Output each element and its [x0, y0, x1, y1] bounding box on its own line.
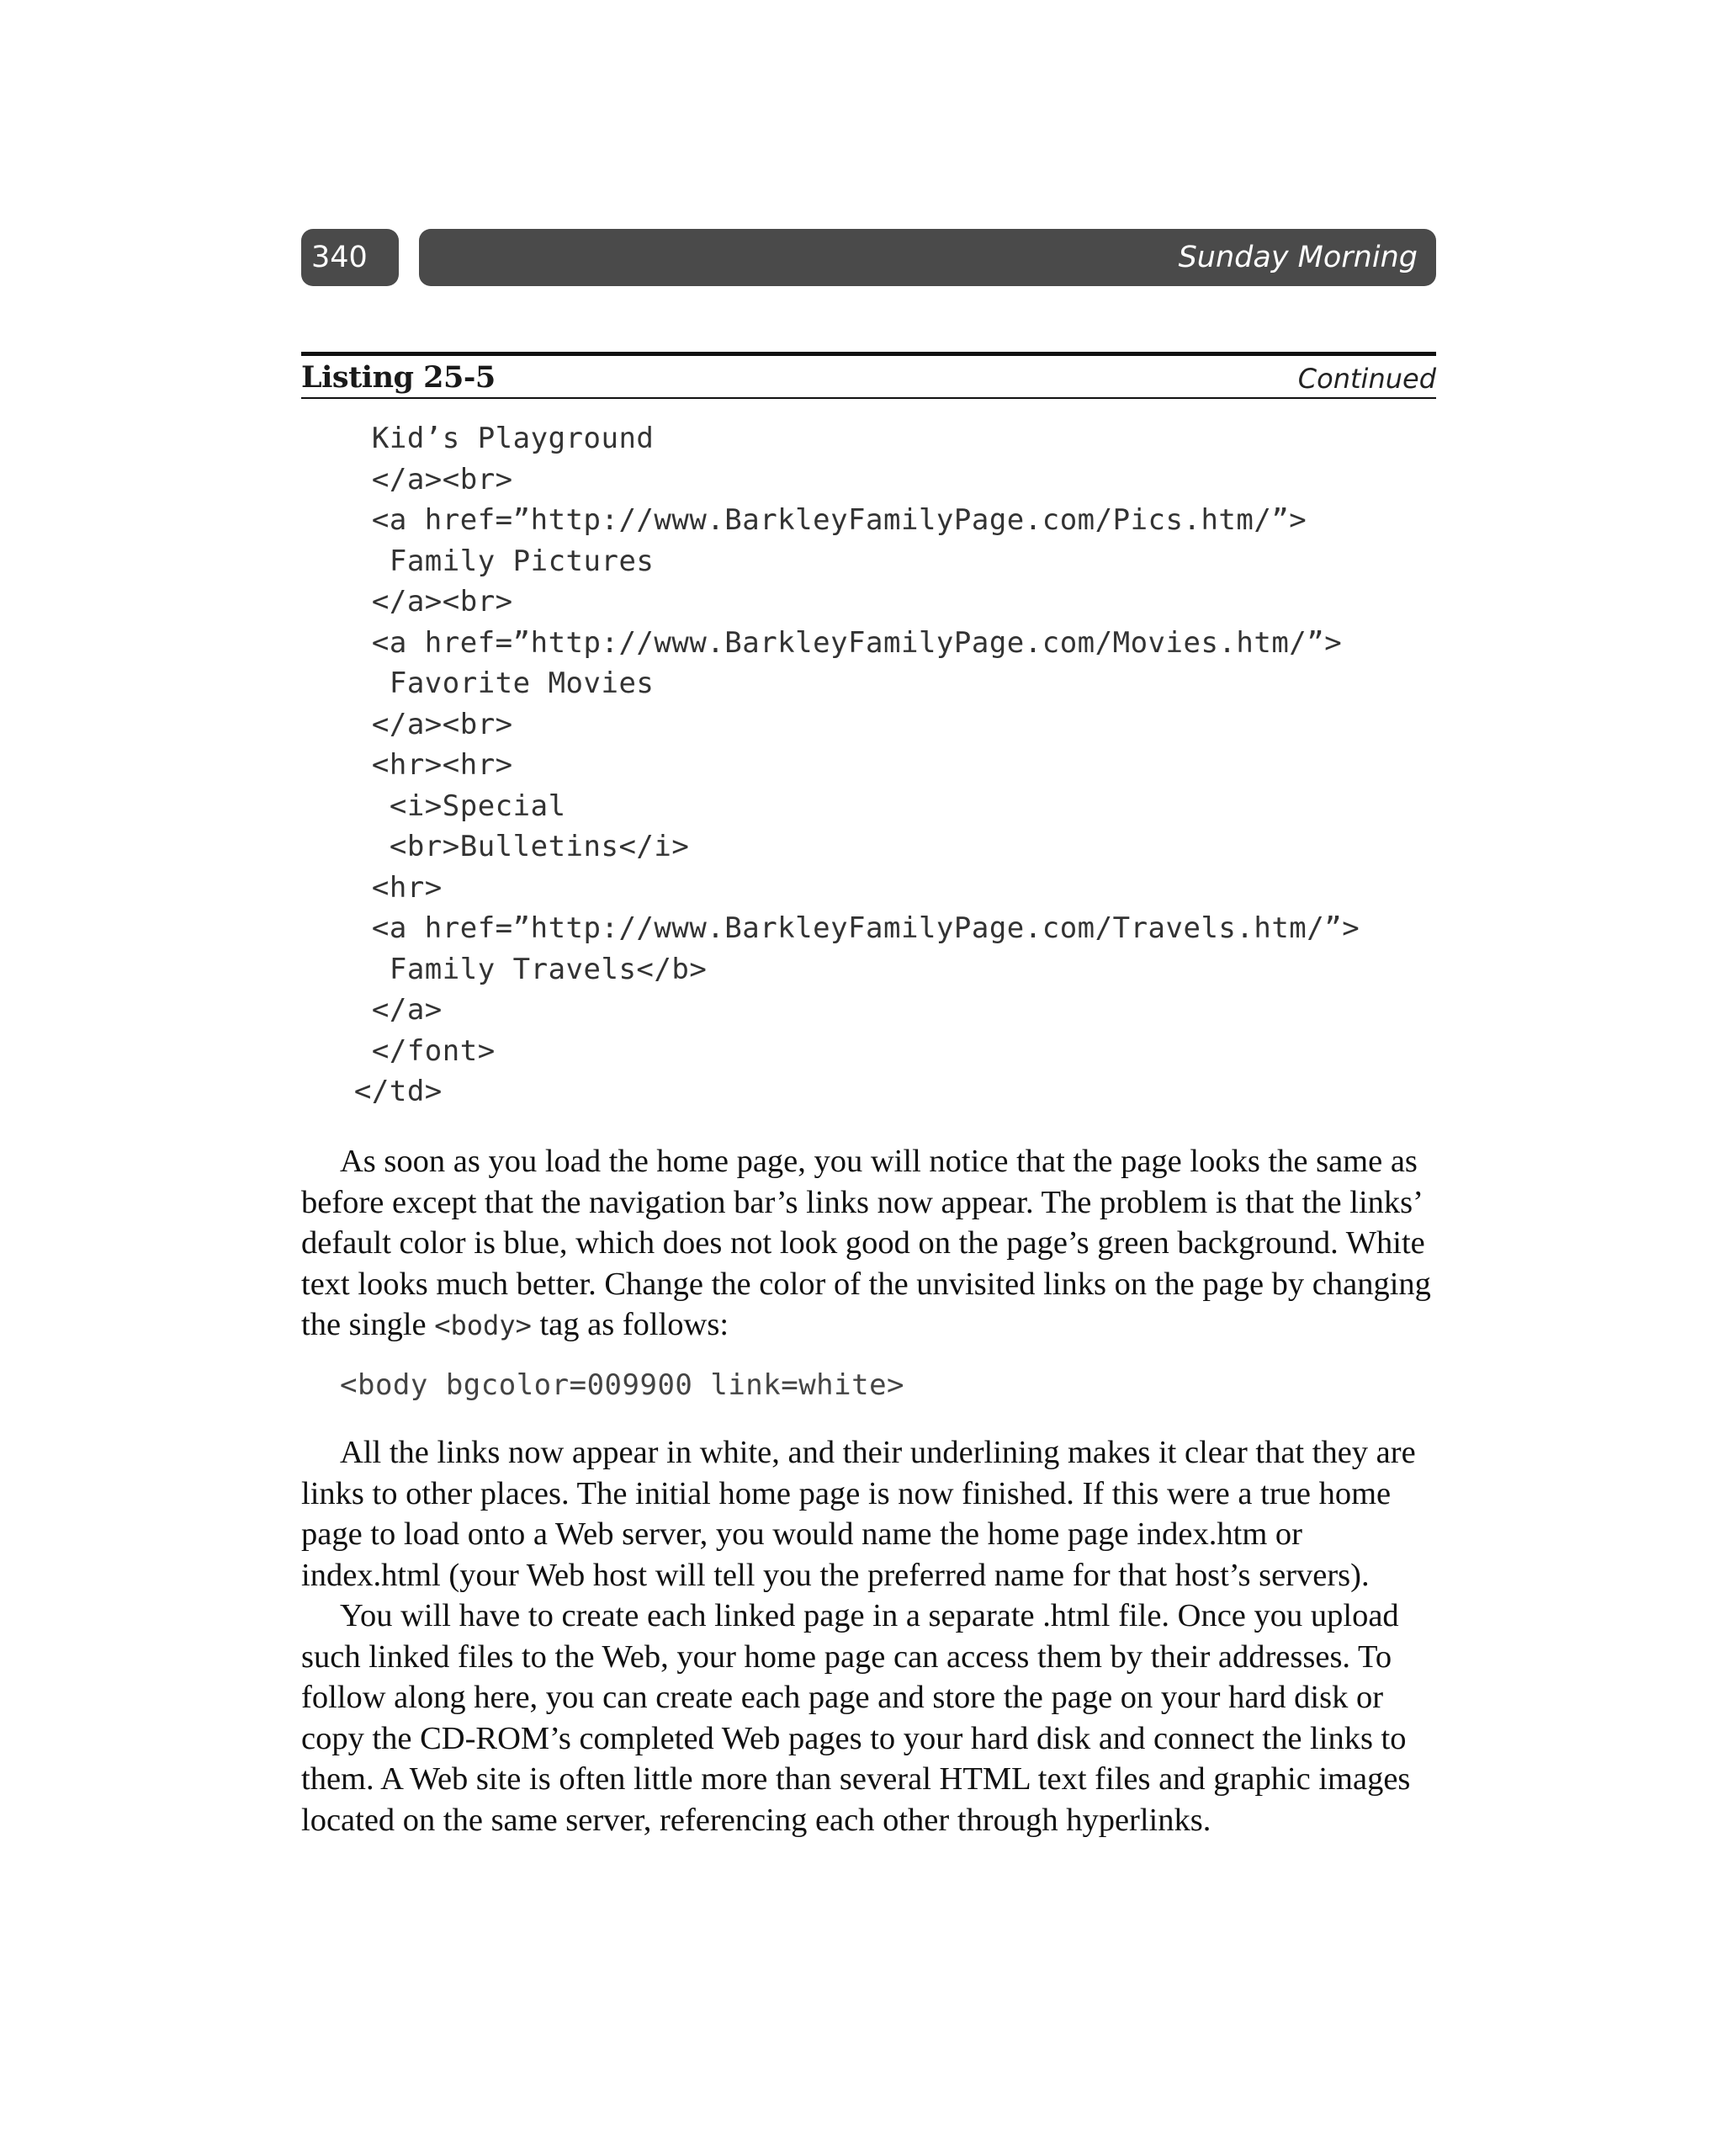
body-paragraph-3: You will have to create each linked page in a separate .html file. Once you upload such linked files to the Web, your home page can access them by their addresses. To follow along here, you can create each page and store the page on your hard disk or copy the CD-ROM’s completed Web pages to your hard disk and connect the links to them. A Web site is often little more than several HTML text files and graphic images located on the same server, referencing each other through hyperlinks.	[301, 1598, 1411, 1838]
body-paragraph-2: All the links now appear in white, and their underlining makes it clear that they are links to other places. The initial home page is now finished. If this were a true home page to load onto a Web server, you would name the home page index.htm or index.html (your Web host will tell you the preferred name for that host’s servers).	[301, 1435, 1416, 1593]
section-title: Sunday Morning	[419, 229, 1436, 286]
code-example: <body bgcolor=009900 link=white>	[340, 1368, 905, 1402]
body-paragraphs	[301, 1432, 1436, 1840]
paragraph-text	[301, 1141, 1436, 1346]
page-number: 340	[301, 229, 399, 286]
listing-continued-label: Continued	[1297, 363, 1436, 395]
paragraph-text-before: As soon as you load the home page, you will notice that the page looks the same as before except that the navigation bar’s links now appear. The problem is that the links’ default color is blue, which does not look good on the page’s green background. White text looks much better. Change the color of the unvisited links on the page by changing the single	[301, 1144, 1431, 1342]
inline-code: <body>	[434, 1309, 532, 1341]
listing-header	[301, 352, 1436, 399]
paragraph-text-after: tag as follows:	[531, 1307, 729, 1342]
running-header	[301, 229, 1436, 286]
listing-title: Listing 25-5	[301, 360, 496, 395]
body-paragraph-1	[301, 1141, 1436, 1346]
listing-code: Kid’s Playground </a><br> <a href=”http://www.BarkleyFamilyPage.com/Pics.htm/”> Family Pictures </a><br> <a href=”http://www.BarkleyFamilyPage.com/Movies.htm/”> Favorite Movies </a><br> <hr><hr> <i>Special <br>Bulletins</i> <hr> <a href=”http://www.BarkleyFamilyPage.com/Travels.htm/”> Family Travels</b> </a> </font> </td>	[353, 422, 1360, 1108]
